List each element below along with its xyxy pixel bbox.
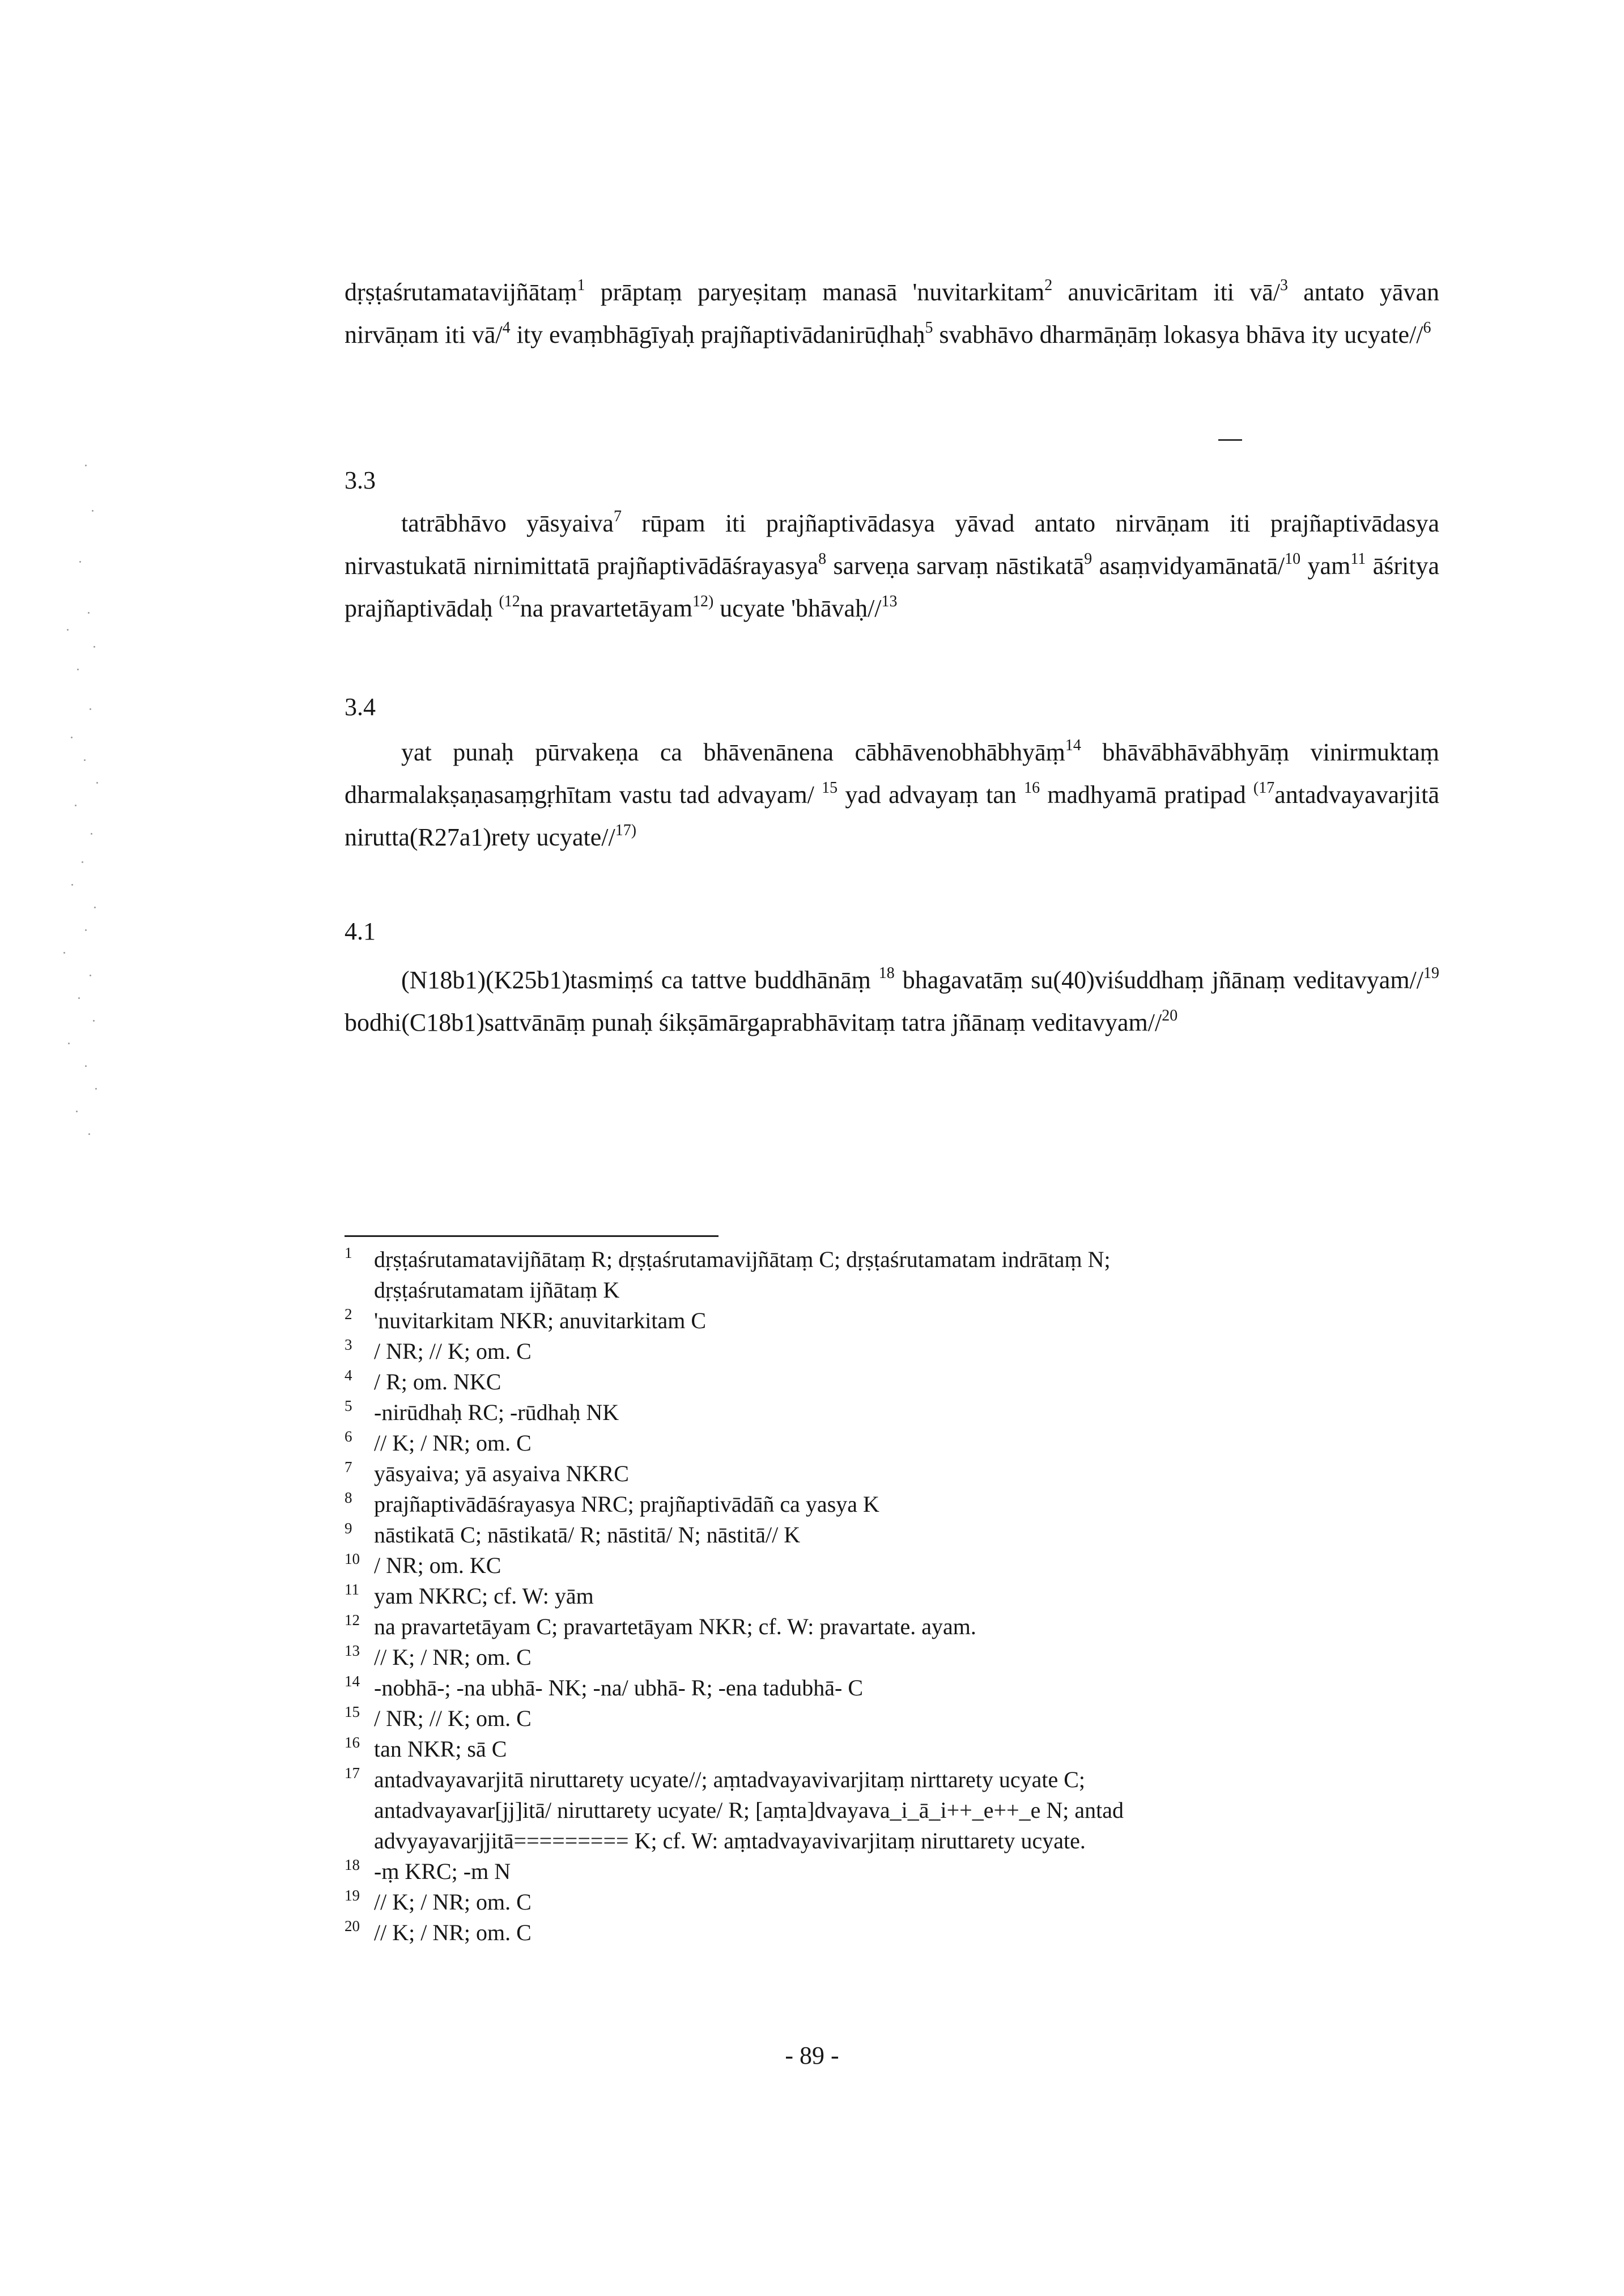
footnote-item <box>345 1489 1439 1520</box>
footnote-line: prajñaptivādāśrayasya NRC; prajñaptivādāñ ca yasya K <box>374 1491 879 1517</box>
footnote-text <box>374 1520 1439 1550</box>
footnote-item <box>345 1887 1439 1917</box>
footnote-number: 16 <box>345 1734 360 1751</box>
footnote-ref: 14 <box>1065 737 1081 754</box>
footnote-text <box>374 1428 1439 1459</box>
speck <box>91 833 92 835</box>
footnote-ref: 20 <box>1162 1007 1178 1024</box>
scan-speckles <box>0 442 102 1179</box>
footnote-text <box>374 1612 1439 1642</box>
footnote-text <box>374 1489 1439 1520</box>
speck <box>75 805 76 806</box>
footnote-ref: (12 <box>499 593 520 610</box>
speck <box>92 510 93 512</box>
speck <box>63 952 65 954</box>
section-4-1-text <box>345 959 1439 1044</box>
footnote-number: 8 <box>345 1489 352 1506</box>
footnote-ref: 1 <box>577 277 585 294</box>
footnote-text <box>374 1703 1439 1734</box>
footnote-text <box>374 1734 1439 1764</box>
footnote-number: 6 <box>345 1428 352 1445</box>
footnote-ref: 5 <box>925 319 933 337</box>
footnote-item <box>345 1306 1439 1336</box>
footnote-ref: 7 <box>613 508 622 525</box>
stray-dash <box>1218 439 1242 441</box>
speck <box>78 997 80 999</box>
text-run: bodhi(C18b1)sattvānāṃ punaḥ śikṣāmārgaprabhāvitaṃ tatra jñānaṃ veditavyam// <box>345 1009 1162 1036</box>
footnote-number: 14 <box>345 1673 360 1690</box>
speck <box>93 1020 95 1022</box>
footnote-number: 18 <box>345 1856 360 1873</box>
speck <box>76 1111 78 1112</box>
footnote-line: yam NKRC; cf. W: yām <box>374 1583 594 1609</box>
footnote-number: 10 <box>345 1550 360 1567</box>
text-run: antato yāvan nirvāṇam iti vā/ <box>345 278 1439 348</box>
text-run: na pravartetāyam <box>520 594 692 622</box>
footnote-line: / NR; om. KC <box>374 1553 501 1578</box>
footnote-text <box>374 1581 1439 1612</box>
footnote-item <box>345 1244 1439 1306</box>
footnote-item <box>345 1367 1439 1397</box>
text-run: sarveṇa sarvaṃ nāstikatā <box>826 552 1085 580</box>
footnote-item <box>345 1642 1439 1673</box>
text-run: āśritya prajñaptivādaḥ <box>345 552 1439 622</box>
text-run: asaṃvidyamānatā/ <box>1092 552 1285 580</box>
footnote-line: / R; om. NKC <box>374 1369 501 1394</box>
footnote-line: antadvayavar[jj]itā/ niruttarety ucyate/ R; [aṃta]dvayava_i_ā_i++_e++_e N; antad <box>374 1797 1124 1823</box>
text-run: prāptaṃ paryeṣitaṃ manasā 'nuvitarkitam <box>585 278 1045 306</box>
footnote-number: 17 <box>345 1764 360 1781</box>
footnote-number: 4 <box>345 1367 352 1384</box>
footnote-text <box>374 1336 1439 1367</box>
speck <box>77 669 79 670</box>
section-3-4-text <box>345 731 1439 858</box>
text-run: yat punaḥ pūrvakeṇa ca bhāvenānena cābhāvenobhābhyāṃ <box>401 738 1065 766</box>
footnote-text <box>374 1550 1439 1581</box>
text-run: bhāvābhāvābhyāṃ vinirmuktaṃ dharmalakṣaṇasaṃgṛhītam vastu tad advayam/ <box>345 738 1439 809</box>
footnote-item <box>345 1917 1439 1948</box>
footnote-number: 1 <box>345 1244 352 1261</box>
speck <box>67 629 69 631</box>
text-run: madhyamā pratipad <box>1040 781 1253 809</box>
footnote-line: // K; / NR; om. C <box>374 1889 532 1915</box>
speck <box>71 737 73 738</box>
speck <box>85 1065 87 1067</box>
footnote-line: advyayavarjjitā========= K; cf. W: aṃtadvayavivarjitaṃ niruttarety ucyate. <box>374 1828 1086 1853</box>
footnote-rule <box>345 1235 719 1237</box>
text-run: ucyate 'bhāvaḥ// <box>713 594 882 622</box>
speck <box>85 465 87 466</box>
footnote-ref: 11 <box>1350 550 1366 568</box>
speck <box>88 1133 90 1135</box>
footnote-item <box>345 1428 1439 1459</box>
text-run: anuvicāritam iti vā/ <box>1052 278 1280 306</box>
section-3-3-text <box>345 502 1439 630</box>
section-number-4-1: 4.1 <box>345 917 376 945</box>
speck <box>68 1043 70 1044</box>
footnote-ref: 3 <box>1280 277 1288 294</box>
footnote-text <box>374 1917 1439 1948</box>
footnote-number: 2 <box>345 1306 352 1323</box>
footnote-number: 12 <box>345 1612 360 1629</box>
footnote-line: / NR; // K; om. C <box>374 1338 532 1364</box>
footnote-ref: 17) <box>615 822 637 839</box>
speck <box>96 782 98 784</box>
footnote-ref: 4 <box>502 319 511 337</box>
speck <box>82 861 83 863</box>
page-number: - 89 - <box>785 2042 839 2069</box>
speck <box>88 612 90 614</box>
footnotes-list <box>345 1244 1439 1948</box>
footnote-text <box>374 1642 1439 1673</box>
footnote-text <box>374 1856 1439 1887</box>
text-run: svabhāvo dharmāṇāṃ lokasya bhāva ity ucyate// <box>933 321 1423 348</box>
text-run: rūpam iti prajñaptivādasya yāvad antato nirvāṇam iti prajñaptivādasya nirvastukatā nirnimittatā prajñaptivādāśrayasya <box>345 509 1440 580</box>
footnote-text <box>374 1397 1439 1428</box>
footnote-ref: 16 <box>1024 779 1040 797</box>
footnote-text <box>374 1673 1439 1703</box>
footnote-ref: 2 <box>1044 277 1053 294</box>
footnote-line: // K; / NR; om. C <box>374 1920 532 1945</box>
footnote-item <box>345 1856 1439 1887</box>
text-run: ity evaṃbhāgīyaḥ prajñaptivādanirūḍhaḥ <box>510 321 925 348</box>
footnote-line: tan NKR; sā C <box>374 1736 507 1762</box>
footnote-ref: 9 <box>1084 550 1092 568</box>
footnote-line: dṛṣṭaśrutamatam ijñātaṃ K <box>374 1277 620 1303</box>
footnote-item <box>345 1703 1439 1734</box>
footnote-item <box>345 1764 1439 1856</box>
footnote-ref: 10 <box>1285 550 1301 568</box>
footnote-ref: 15 <box>822 779 838 797</box>
text-run: bhagavatāṃ su(40)viśuddhaṃ jñānaṃ veditavyam// <box>894 966 1423 994</box>
footnote-line: -nobhā-; -na ubhā- NK; -na/ ubhā- R; -ena tadubhā- C <box>374 1675 864 1700</box>
footnote-text <box>374 1367 1439 1397</box>
text-run: yad advayaṃ tan <box>837 781 1024 809</box>
footnote-number: 15 <box>345 1703 360 1720</box>
footnote-text <box>374 1244 1439 1306</box>
footnote-number: 7 <box>345 1459 352 1476</box>
footnote-item <box>345 1612 1439 1642</box>
footnote-line: / NR; // K; om. C <box>374 1706 532 1731</box>
footnote-text <box>374 1887 1439 1917</box>
speck <box>93 646 95 648</box>
footnote-line: // K; / NR; om. C <box>374 1430 532 1456</box>
footnote-item <box>345 1336 1439 1367</box>
footnote-number: 13 <box>345 1642 360 1659</box>
footnote-line: // K; / NR; om. C <box>374 1644 532 1670</box>
section-4-1-paragraph <box>345 959 1439 1044</box>
footnote-item <box>345 1520 1439 1550</box>
speck <box>94 907 96 908</box>
footnote-text <box>374 1764 1439 1856</box>
footnote-item <box>345 1397 1439 1428</box>
speck <box>79 561 81 563</box>
footnote-line: antadvayavarjitā niruttarety ucyate//; aṃtadvayavivarjitaṃ nirttarety ucyate C; <box>374 1767 1086 1792</box>
footnote-number: 9 <box>345 1520 352 1537</box>
section-3-4-paragraph <box>345 731 1439 858</box>
footnote-number: 11 <box>345 1581 359 1598</box>
speck <box>71 884 73 886</box>
footnote-text <box>374 1306 1439 1336</box>
footnote-number: 5 <box>345 1397 352 1414</box>
footnote-ref: 6 <box>1423 319 1431 337</box>
section-3-3-paragraph <box>345 502 1439 630</box>
text-run: yam <box>1300 552 1351 580</box>
footnote-line: dṛṣṭaśrutamatavijñātaṃ R; dṛṣṭaśrutamavijñātaṃ C; dṛṣṭaśrutamatam indrātaṃ N; <box>374 1247 1111 1272</box>
footnote-item <box>345 1673 1439 1703</box>
footnote-line: -ṃ KRC; -m N <box>374 1859 511 1884</box>
text-run: (N18b1)(K25b1)tasmiṃś ca tattve buddhānāṃ <box>401 966 879 994</box>
speck <box>90 708 91 710</box>
footnote-item <box>345 1550 1439 1581</box>
section-number-3-4: 3.4 <box>345 693 376 721</box>
footnote-number: 20 <box>345 1917 360 1934</box>
footnote-line: na pravartetāyam C; pravartetāyam NKR; cf. W: pravartate. ayam. <box>374 1614 976 1639</box>
footnote-ref: 19 <box>1423 964 1439 982</box>
footnote-item <box>345 1459 1439 1489</box>
footnote-ref: 13 <box>881 593 898 610</box>
footnote-item <box>345 1734 1439 1764</box>
footnote-line: 'nuvitarkitam NKR; anuvitarkitam C <box>374 1308 706 1333</box>
footnote-ref: 12) <box>692 593 714 610</box>
section-number-3-3: 3.3 <box>345 466 376 494</box>
footnote-item <box>345 1581 1439 1612</box>
text-run: tatrābhāvo yāsyaiva <box>401 509 614 537</box>
footnote-number: 19 <box>345 1887 360 1904</box>
speck <box>84 759 86 761</box>
footnote-number: 3 <box>345 1336 352 1353</box>
text-run: dṛṣṭaśrutamatavijñātaṃ <box>345 278 577 306</box>
text-run: antadvayavarjitā nirutta(R27a1)rety ucyate// <box>345 781 1439 851</box>
footnote-ref: 18 <box>878 964 895 982</box>
footnote-text <box>374 1459 1439 1489</box>
speck <box>90 975 91 976</box>
footnote-line: yāsyaiva; yā asyaiva NKRC <box>374 1461 629 1486</box>
speck <box>85 929 87 931</box>
footnote-ref: 8 <box>818 550 827 568</box>
footnote-line: nāstikatā C; nāstikatā/ R; nāstitā/ N; nāstitā// K <box>374 1522 801 1547</box>
intro-paragraph-text <box>345 271 1439 356</box>
intro-paragraph <box>345 271 1439 356</box>
footnote-line: -nirūdhaḥ RC; -rūdhaḥ NK <box>374 1400 619 1425</box>
footnote-ref: (17 <box>1253 779 1275 797</box>
speck <box>95 1088 97 1090</box>
